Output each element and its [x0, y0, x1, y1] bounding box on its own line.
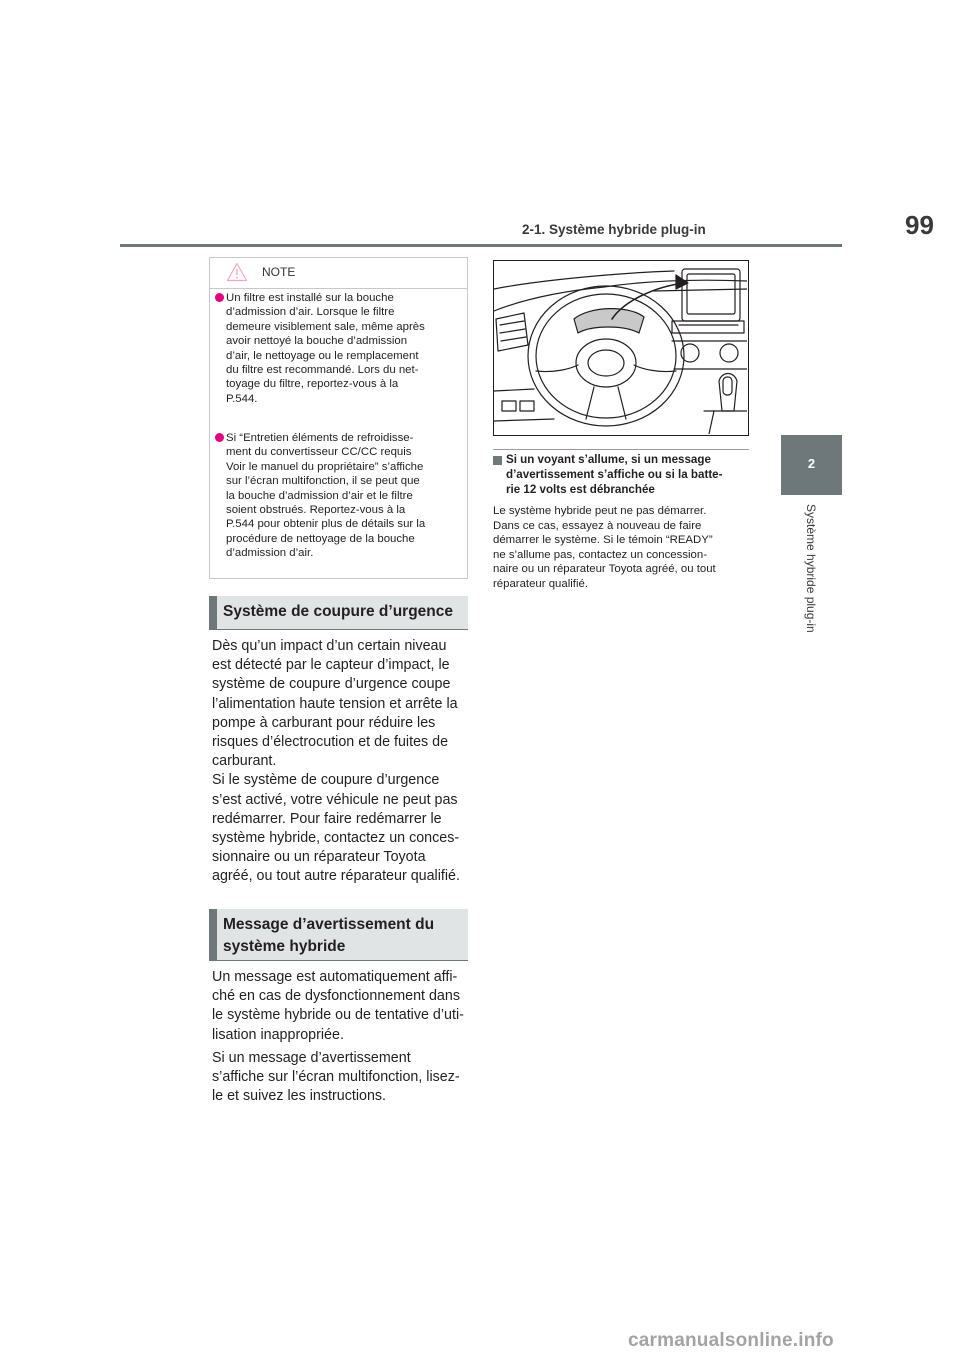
text-line: avoir nettoyé la bouche d’admission — [226, 335, 408, 348]
chapter-label: Système hybride plug-in — [804, 504, 818, 633]
text-line: sur l’écran multifonction, il se peut que — [226, 475, 420, 488]
page-number: 99 — [905, 210, 934, 240]
text-line: Voir le manuel du propriétaire” s’affiche — [226, 460, 424, 473]
text-line: l’alimentation haute tension et arrête la — [212, 695, 458, 712]
text-line: ne s’allume pas, contactez un concession- — [493, 548, 708, 561]
text-line: système hybride, contactez un conces- — [212, 830, 460, 847]
text-line: Un message est automatiquement affi- — [212, 969, 458, 985]
section-title: Message d’avertissement du — [223, 916, 435, 933]
text-line: rie 12 volts est débranchée — [506, 482, 655, 496]
text-line: redémarrer. Pour faire redémarrer le — [212, 810, 442, 827]
text-line: d’admission d’air. — [226, 547, 314, 560]
text-line: lisation inappropriée. — [212, 1026, 344, 1043]
text-line: Le système hybride peut ne pas démarrer. — [493, 505, 707, 517]
text-line: le système hybride ou de tentative d’uti- — [212, 1007, 464, 1024]
text-line: s’affiche sur l’écran multifonction, lisez- — [212, 1069, 460, 1086]
text-line: carburant. — [212, 753, 277, 770]
text-line: pompe à carburant pour réduire les — [212, 714, 436, 731]
note-item-text — [226, 291, 462, 406]
chapter-label-wrap — [781, 500, 842, 660]
dashboard-illustration — [493, 260, 749, 436]
text-line: Si “Entretien éléments de refroidisse- — [226, 432, 414, 444]
note-title: NOTE — [262, 265, 296, 279]
subsection-rule — [493, 449, 749, 450]
text-line: d’admission d’air. Lorsque le filtre — [226, 306, 395, 319]
text-line: démarrer le système. Si le témoin “READY” — [493, 534, 713, 547]
text-line: ché en cas de dysfonctionnement dans — [212, 988, 460, 1005]
text-line: réparateur qualifié. — [493, 577, 588, 590]
bullet-icon — [215, 293, 224, 302]
text-line: P.544. — [226, 392, 258, 405]
bullet-icon — [215, 433, 224, 442]
note-item — [214, 431, 462, 561]
section-heading-hybrid-warning — [209, 909, 468, 961]
text-line: P.544 pour obtenir plus de détails sur la — [226, 518, 426, 531]
square-bullet-icon — [493, 456, 502, 465]
text-line: Si un voyant s’allume, si un message — [506, 453, 711, 466]
hybrid-warning-para-1 — [212, 968, 472, 1045]
text-line: Un filtre est installé sur la bouche — [226, 292, 394, 304]
subsection-body — [493, 504, 753, 592]
text-line: Dès qu’un impact d’un certain niveau — [212, 638, 447, 654]
warning-triangle-icon — [226, 262, 248, 287]
text-line: système de coupure d’urgence coupe — [212, 676, 451, 693]
text-line: la bouche d’admission d’air et le filtre — [226, 489, 413, 502]
running-head: 2-1. Système hybride plug-in — [522, 222, 706, 237]
text-line: d’avertissement s’affiche ou si la batte- — [506, 467, 723, 481]
text-line: ment du convertisseur CC/CC requis — [226, 446, 412, 459]
section-heading-emergency-shutoff — [209, 596, 468, 630]
text-line: risques d’électrocution et de fuites de — [212, 734, 449, 751]
text-line: Si un message d’avertissement — [212, 1050, 411, 1066]
subsection-heading — [493, 453, 753, 497]
text-line: naire ou un réparateur Toyota agréé, ou tout — [493, 563, 716, 576]
text-line: est détecté par le capteur d’impact, le — [212, 657, 450, 674]
note-item-text — [226, 431, 462, 561]
header-rule — [120, 244, 842, 247]
text-line: toyage du filtre, reportez-vous à la — [226, 378, 399, 391]
subsection-heading-text — [506, 453, 753, 497]
text-line: agréé, ou tout autre réparateur qualifié. — [212, 868, 460, 885]
note-box — [209, 257, 468, 579]
chapter-tab[interactable]: 2 — [781, 435, 842, 495]
text-line: le et suivez les instructions. — [212, 1088, 387, 1105]
section-title: Système de coupure d’urgence — [223, 603, 453, 620]
text-line: soient obstrués. Reportez-vous à la — [226, 504, 406, 517]
text-line: demeure visiblement sale, même après — [226, 320, 425, 333]
section-title: système hybride — [223, 938, 346, 955]
watermark: carmanualsonline.info — [628, 1330, 834, 1351]
note-item — [214, 291, 462, 406]
text-line: d’air, le nettoyage ou le remplacement — [226, 349, 419, 362]
text-line: s’est activé, votre véhicule ne peut pas — [212, 791, 458, 808]
note-title-row — [210, 258, 467, 289]
text-line: du filtre est recommandé. Lors du net- — [226, 364, 419, 377]
text-line: procédure de nettoyage de la bouche — [226, 532, 415, 545]
text-line: sionnaire ou un réparateur Toyota — [212, 849, 426, 866]
text-line: Dans ce cas, essayez à nouveau de faire — [493, 519, 702, 532]
emergency-shutoff-body — [212, 637, 472, 887]
hybrid-warning-para-2 — [212, 1049, 472, 1107]
text-line: Si le système de coupure d’urgence — [212, 772, 440, 789]
